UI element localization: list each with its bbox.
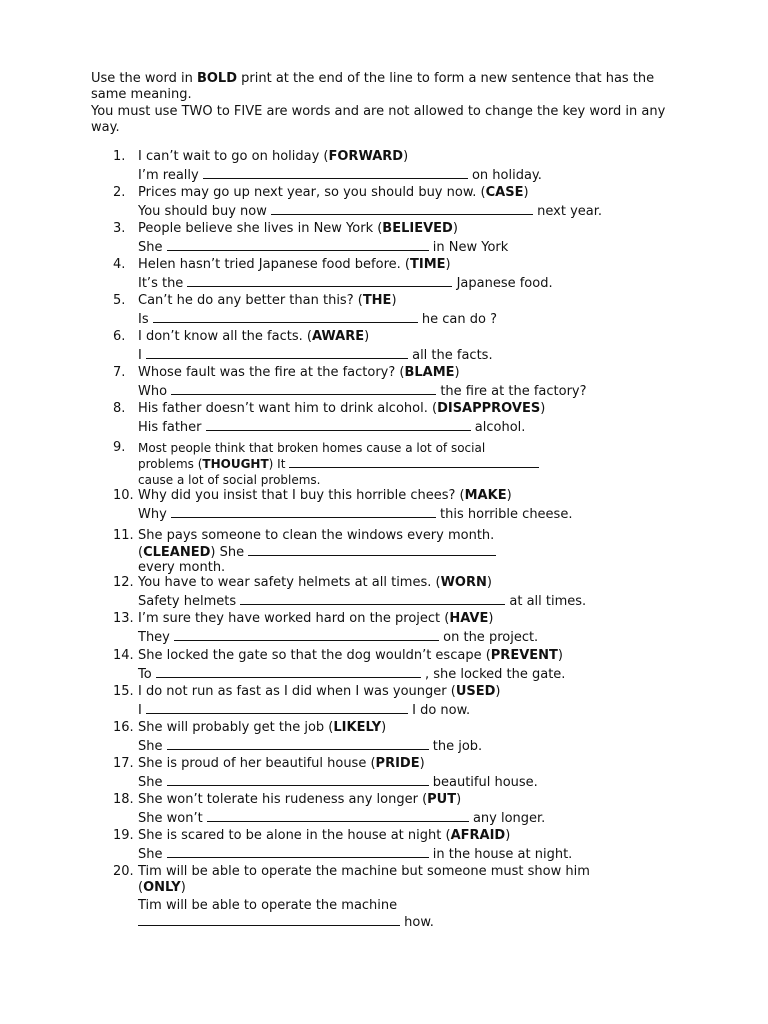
question-text: She locked the gate so that the dog wouldn’t escape (PREVENT) <box>138 648 563 663</box>
answer-blank[interactable] <box>167 238 429 251</box>
answer-line: You should buy now next year. <box>138 204 603 219</box>
answer-line: I’m really on holiday. <box>138 168 542 183</box>
question-text: She is scared to be alone in the house at night (AFRAID) <box>138 828 511 843</box>
question-text: She will probably get the job (LIKELY) <box>138 720 387 735</box>
answer-blank[interactable] <box>167 845 429 858</box>
answer-blank[interactable] <box>203 166 468 179</box>
instructions-line-1: Use the word in BOLD print at the end of the line to form a new sentence that has the same meaning. <box>91 71 655 102</box>
answer-blank[interactable] <box>146 346 408 359</box>
answer-blank[interactable] <box>174 628 439 641</box>
question-text: People believe she lives in New York (BELIEVED) <box>138 221 458 236</box>
question-text: I can’t wait to go on holiday (FORWARD) <box>138 149 409 164</box>
answer-blank[interactable] <box>167 737 429 750</box>
answer-blank[interactable] <box>271 202 533 215</box>
question-text: His father doesn’t want him to drink alcohol. (DISAPPROVES) <box>138 401 546 416</box>
answer-blank[interactable] <box>171 505 436 518</box>
instructions-line-2: You must use TWO to FIVE are words and are not allowed to change the key word in any way. <box>91 104 666 135</box>
answer-line: His father alcohol. <box>138 420 526 435</box>
answer-blank[interactable] <box>248 543 496 556</box>
question-text: Can’t he do any better than this? (THE) <box>138 293 397 308</box>
answer-line: Who the fire at the factory? <box>138 384 587 399</box>
question-text: Whose fault was the fire at the factory? (BLAME) <box>138 365 460 380</box>
question-text: She is proud of her beautiful house (PRIDE) <box>138 756 425 771</box>
question-text: She won’t tolerate his rudeness any longer (PUT) <box>138 792 462 807</box>
question-text: Helen hasn’t tried Japanese food before. (TIME) <box>138 257 451 272</box>
answer-blank[interactable] <box>206 418 471 431</box>
answer-line: To , she locked the gate. <box>138 667 566 682</box>
answer-blank[interactable] <box>153 310 418 323</box>
answer-line: Tim will be able to operate the machine <box>138 898 398 913</box>
answer-line: problems (THOUGHT) It <box>138 455 539 473</box>
worksheet-page: Use the word in BOLD print at the end of the line to form a new sentence that has the same meaning. You must use TWO to FIVE are words and are not allowed to change the key word in any way. 1. I can’t wait to go on holiday (FORWARD) I’m really on holiday. 2. Prices may go up next year, so you should buy now. (CASE) You should buy now next year. 3. People believe she lives in New York (BELIEVED) She in New York 4. Helen hasn’t tried Japanese food before. (TIME) It’s the Japanese food. 5. Can’t he do any better than this? (THE) Is he can do ? 6. I don’t know all the facts. (AWARE) I all the facts. 7. Whose fault was the fire at the factory? (BLAME) Who the fire at the factory? 8. His father doesn’t want him to drink alcohol. (DISAPPROVES) His father alcohol. 9. Most people think that broken homes cause a lot of social problems (THOUGHT) It cause a lot of social problems. 10. Why did you insist that I buy this horrible chees? (MAKE) Why this horrible cheese. 11. She pays someone to clean the windows every month. (CLEANED) She every month. 12. You have to wear safety helmets at all times. (WORN) Safety helmets at all times. 13. I’m sure they have worked hard on the project (HAVE) They on the project. 14. She locked the gate so that the dog wouldn’t escape (PREVENT) To , she locked the gate. 15. I do not run as fast as I did when I was younger (USED) I I do now. 16. She will probably get the job (LIKELY) She the job. 17. She is proud of her beautiful house (PRIDE) She beautiful house. 18. She won’t tolerate his rudeness any longer (PUT) She won’t any longer. 19. She is scared to be alone in the house at night (AFRAID) She in the house at night. 20. Tim will be able to operate the machine but someone must show him (ONLY) Tim will be able to operate the machine how. <box>0 0 768 1024</box>
answer-blank[interactable] <box>207 809 469 822</box>
question-text: Prices may go up next year, so you should buy now. (CASE) <box>138 185 529 200</box>
question-text: I’m sure they have worked hard on the project (HAVE) <box>138 611 494 626</box>
answer-line: (CLEANED) She <box>138 543 496 562</box>
answer-line: She beautiful house. <box>138 775 538 790</box>
answer-line: I all the facts. <box>138 348 493 363</box>
answer-line: She the job. <box>138 739 483 754</box>
answer-blank[interactable] <box>156 665 421 678</box>
answer-line: I I do now. <box>138 703 471 718</box>
question-text: Most people think that broken homes cause a lot of social <box>138 441 486 455</box>
question-text: I don’t know all the facts. (AWARE) <box>138 329 370 344</box>
question-text: You have to wear safety helmets at all times. (WORN) <box>138 575 492 590</box>
answer-line: They on the project. <box>138 630 539 645</box>
answer-blank[interactable] <box>289 455 539 468</box>
answer-line: Is he can do ? <box>138 312 497 327</box>
answer-line: She in the house at night. <box>138 847 573 862</box>
answer-blank[interactable] <box>187 274 452 287</box>
answer-line: Safety helmets at all times. <box>138 594 587 609</box>
question-text: Tim will be able to operate the machine but someone must show him <box>138 864 590 879</box>
answer-blank[interactable] <box>138 913 400 926</box>
answer-blank[interactable] <box>171 382 436 395</box>
question-text: Why did you insist that I buy this horrible chees? (MAKE) <box>138 488 512 503</box>
answer-line: It’s the Japanese food. <box>138 276 553 291</box>
answer-line: Why this horrible cheese. <box>138 507 573 522</box>
answer-line: She won’t any longer. <box>138 811 546 826</box>
key-word-line: (ONLY) <box>138 880 186 895</box>
answer-blank[interactable] <box>167 773 429 786</box>
answer-line-continued: cause a lot of social problems. <box>138 473 321 487</box>
answer-blank[interactable] <box>146 701 408 714</box>
answer-blank[interactable] <box>240 592 505 605</box>
answer-line: She in New York <box>138 240 509 255</box>
question-text: I do not run as fast as I did when I was younger (USED) <box>138 684 501 699</box>
answer-line-continued: how. <box>138 913 434 932</box>
question-text: She pays someone to clean the windows every month. <box>138 528 495 543</box>
answer-line-continued: every month. <box>138 560 226 575</box>
